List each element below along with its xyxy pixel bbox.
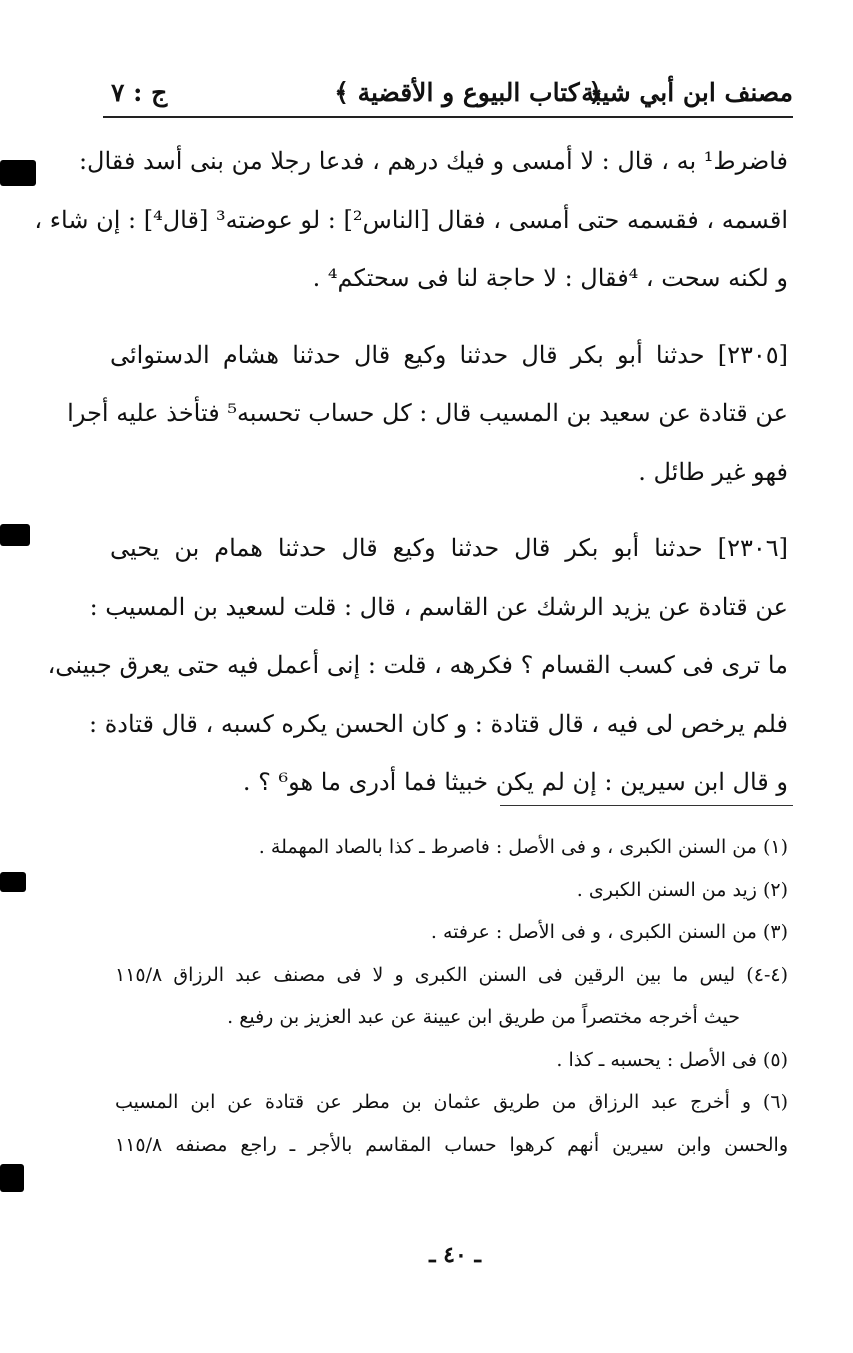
volume-number: ج : ٧ <box>111 78 168 107</box>
text-line: اقسمه ، فقسمه حتى أمسى ، فقال [الناس²] : لو عوضته³ [قال⁴] : إن شاء ، <box>34 205 788 234</box>
footnote-3: (٣) من السنن الكبرى ، و فى الأصل : عرفته . <box>430 921 788 943</box>
hadith-2306-line: [٢٣٠٦] حدثنا أبو بكر قال حدثنا وكيع قال حدثنا همام بن يحيى <box>110 534 788 562</box>
text-line: عن قتادة عن سعيد بن المسيب قال : كل حساب تحسبه⁵ فتأخذ عليه أجرا <box>67 399 788 427</box>
footnote-6: (٦) و أخرج عبد الرزاق من طريق عثمان بن مطر عن قتادة عن ابن المسيب <box>115 1091 788 1113</box>
footnotes <box>115 826 788 1166</box>
text-line: و لكنه سحت ، ⁴فقال : لا حاجة لنا فى سحتكم⁴ . <box>312 264 788 292</box>
page-number: ـ ٤٠ ـ <box>429 1242 481 1268</box>
footnote-2: (٢) زيد من السنن الكبرى . <box>576 878 788 901</box>
scan-blot <box>0 1164 24 1192</box>
scan-blot <box>0 160 36 186</box>
scan-blot <box>0 524 30 546</box>
text-line: فلم يرخص لى فيه ، قال قتادة : و كان الحسن يكره كسبه ، قال قتادة : <box>89 709 788 738</box>
footnote-4: (٤-٤) ليس ما بين الرقين فى السنن الكبرى و لا فى مصنف عبد الرزاق ١١٥/٨ <box>115 963 788 986</box>
footnote-separator <box>500 805 793 806</box>
main-text <box>34 132 788 812</box>
text-line: فاضرط¹ به ، قال : لا أمسى و فيك درهم ، فدعا رجلا من بنى أسد فقال: <box>78 147 788 175</box>
footnote-5: (٥) فى الأصل : يحسبه ـ كذا . <box>556 1048 788 1071</box>
running-header <box>103 72 793 118</box>
footnote-6-continued: والحسن وابن سيرين أنهم كرهوا حساب المقاسم بالأجر ـ راجع مصنفه ١١٥/٨ <box>115 1133 788 1156</box>
text-line: فهو غير طائل . <box>638 457 788 486</box>
scan-blot <box>0 872 26 892</box>
text-line: ما ترى فى كسب القسام ؟ فكرهه ، قلت : إنى أعمل فيه حتى يعرق جبينى، <box>47 651 788 679</box>
book-title: مصنف ابن أبي شيبة <box>581 78 793 107</box>
hadith-2305-line: [٢٣٠٥] حدثنا أبو بكر قال حدثنا وكيع قال حدثنا هشام الدستوائى <box>110 340 788 369</box>
footnote-4-continued: حيث أخرجه مختصراً من طريق ابن عيينة عن عبد العزيز بن رفيع . <box>227 1006 740 1028</box>
chapter-title: ﴿ كتاب البيوع و الأقضية ﴾ <box>334 78 603 107</box>
footnote-1: (١) من السنن الكبرى ، و فى الأصل : فاصرط ـ كذا بالصاد المهملة . <box>258 836 788 858</box>
text-line: عن قتادة عن يزيد الرشك عن القاسم ، قال : قلت لسعيد بن المسيب : <box>89 592 788 621</box>
text-line: و قال ابن سيرين : إن لم يكن خبيثا فما أدرى ما هو⁶ ؟ . <box>242 768 788 796</box>
